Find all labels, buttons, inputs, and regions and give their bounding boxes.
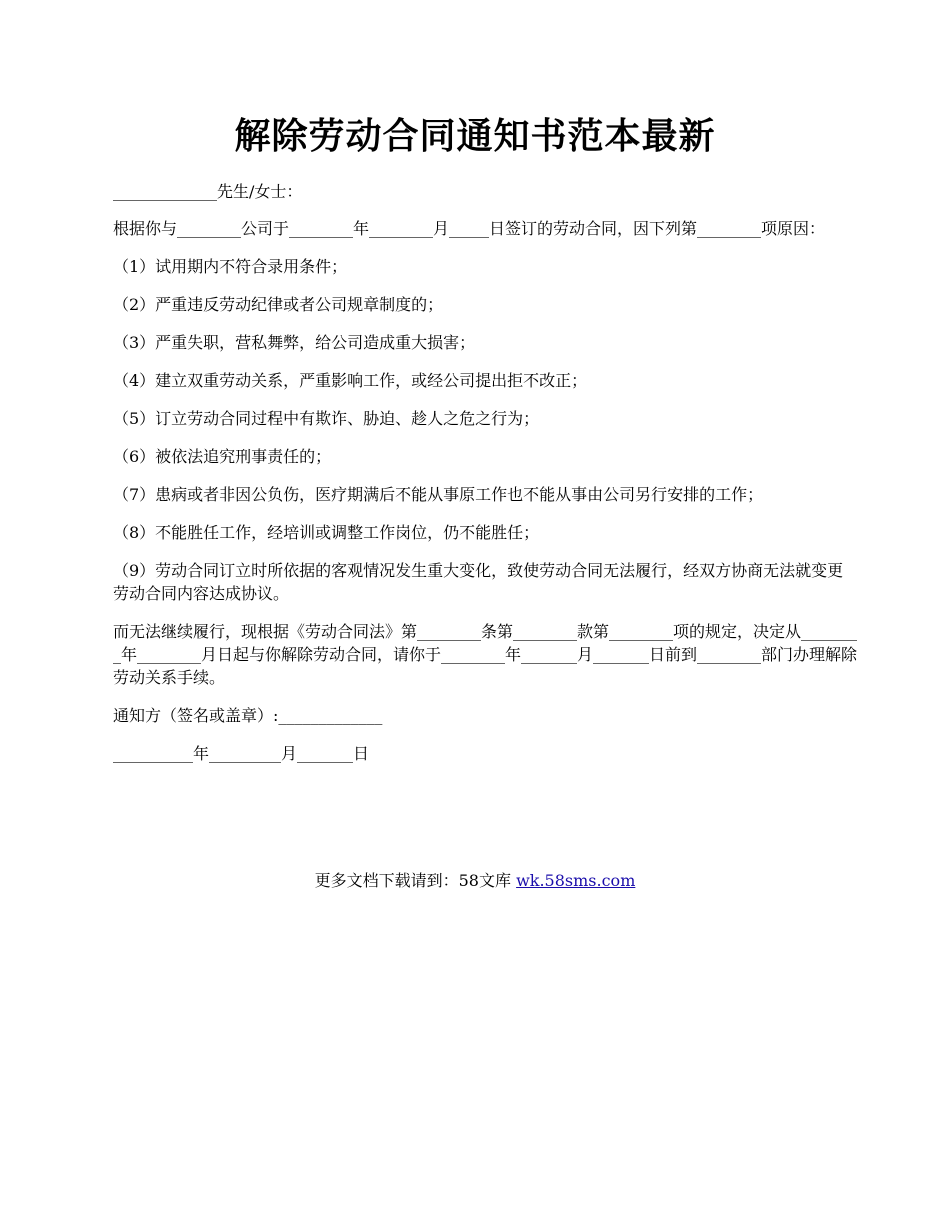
reason-item: （7）患病或者非因公负伤，医疗期满后不能从事原工作也不能从事由公司另行安排的工作；	[113, 485, 764, 504]
document-body	[113, 180, 858, 780]
reason-item: （9）劳动合同订立时所依据的客观情况发生重大变化，致使劳动合同无法履行，经双方协商无法就变更劳动合同内容达成协议。	[113, 561, 844, 603]
reason-item: （6）被依法追究刑事责任的；	[113, 447, 332, 466]
intro-paragraph: 根据你与________公司于________年________月_____日签订的劳动合同，因下列第________项原因：	[113, 219, 826, 238]
reason-item: （4）建立双重劳动关系，严重影响工作，或经公司提出拒不改正；	[113, 371, 588, 390]
footer-note	[0, 869, 950, 892]
reason-item: （8）不能胜任工作，经培训或调整工作岗位，仍不能胜任；	[113, 523, 540, 542]
document-title: 解除劳动合同通知书范本最新	[234, 115, 716, 157]
conclusion-paragraph: 而无法继续履行，现根据《劳动合同法》第________条第________款第________项的规定，决定从________年________月日起与你解除劳动合同，请你于________年_______月_______日前到________部门办理解除劳动关系手续。	[113, 622, 858, 687]
greeting-line: _____________先生/女士：	[113, 182, 303, 201]
reason-item: （2）严重违反劳动纪律或者公司规章制度的；	[113, 295, 444, 314]
reason-item: （5）订立劳动合同过程中有欺诈、胁迫、趁人之危之行为；	[113, 409, 540, 428]
footer-text: 更多文档下载请到：58文库	[314, 871, 517, 890]
date-line: __________年_________月_______日	[113, 744, 370, 763]
footer-link[interactable]: wk.58sms.com	[516, 871, 636, 890]
reason-item: （3）严重失职，营私舞弊，给公司造成重大损害；	[113, 333, 476, 352]
reason-item: （1）试用期内不符合录用条件；	[113, 257, 348, 276]
signature-line: 通知方（签名或盖章）:_____________	[113, 706, 383, 725]
